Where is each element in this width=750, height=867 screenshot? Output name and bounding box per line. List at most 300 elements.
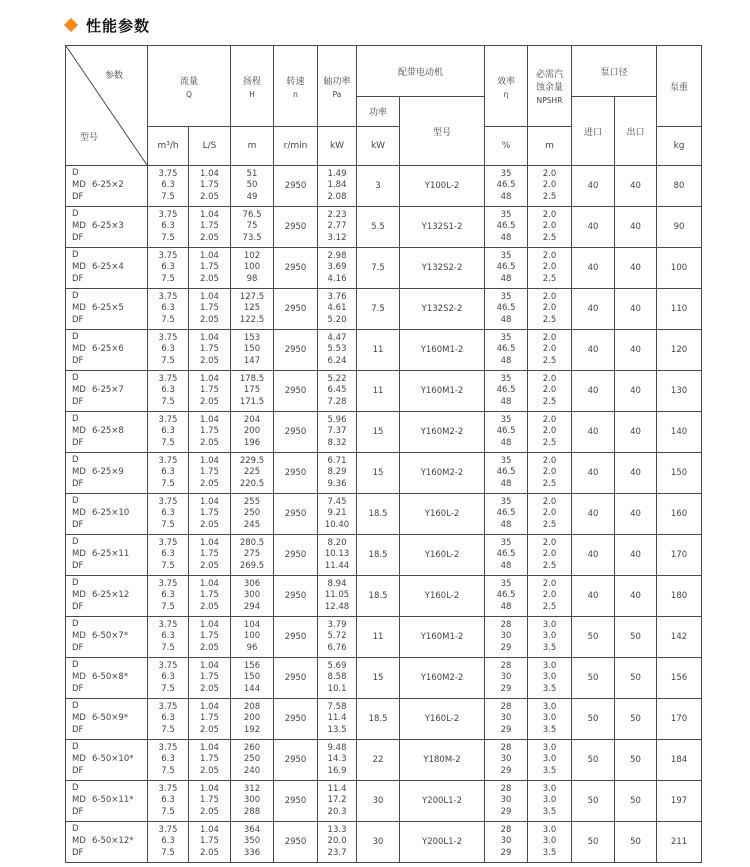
flow-m3h-stack (148, 169, 188, 204)
npsh-stack (528, 374, 571, 409)
motor-power-cell: 15 (357, 658, 400, 699)
model-prefix: DF (72, 520, 84, 530)
outlet-cell: 40 (615, 453, 657, 494)
efficiency-cell (485, 371, 528, 412)
motor-model-cell: Y160M2-2 (400, 658, 485, 699)
shaft-power-stack (318, 743, 356, 778)
unit-eff: % (485, 127, 528, 166)
flow-m3h-cell (148, 166, 189, 207)
speed-cell: 2950 (274, 248, 318, 289)
model-prefix: DF (72, 848, 84, 858)
model-number: 6-25×7 (92, 385, 124, 395)
flow-ls-value: 1.04 (200, 250, 219, 261)
flow-ls-value: 1.75 (200, 221, 219, 232)
model-cell (66, 248, 148, 289)
flow-m3h-cell (148, 412, 189, 453)
shaft-power-value: 5.96 (327, 414, 347, 425)
efficiency-value: 30 (500, 836, 512, 847)
npsh-cell (528, 535, 572, 576)
model-prefix: DF (72, 274, 84, 284)
npsh-stack (528, 702, 571, 737)
model-cell (66, 535, 148, 576)
flow-m3h-value: 6.3 (161, 795, 175, 806)
shaft-power-value: 9.48 (327, 742, 347, 753)
efficiency-value: 30 (500, 713, 512, 724)
model-cell (66, 166, 148, 207)
speed-cell: 2950 (274, 330, 318, 371)
shaft-power-value: 11.05 (324, 590, 350, 601)
model-prefix: DF (72, 192, 84, 202)
npsh-value: 2.0 (542, 344, 557, 355)
flow-m3h-value: 6.3 (161, 303, 175, 314)
shaft-power-value: 1.49 (327, 168, 347, 179)
head-value: 288 (243, 806, 261, 817)
shaft-power-value: 2.77 (327, 221, 347, 232)
efficiency-value: 48 (500, 396, 512, 407)
npsh-value: 3.0 (542, 783, 557, 794)
shaft-power-value: 23.7 (327, 847, 347, 858)
flow-m3h-value: 7.5 (161, 273, 175, 284)
model-prefix: D (72, 168, 79, 178)
model-cell (66, 699, 148, 740)
flow-ls-value: 2.05 (200, 806, 219, 817)
speed-label: 转速 (286, 76, 305, 87)
speed-cell: 2950 (274, 535, 318, 576)
motor-power-cell: 30 (357, 781, 400, 822)
shaft-power-value: 6.45 (327, 385, 347, 396)
head-value: 150 (243, 344, 261, 355)
npsh-stack (528, 538, 571, 573)
model-prefix: DF (72, 479, 84, 489)
speed-cell: 2950 (274, 699, 318, 740)
head-cell (231, 412, 274, 453)
head-cell (231, 658, 274, 699)
flow-m3h-cell (148, 740, 189, 781)
model-prefix: MD (72, 385, 86, 395)
flow-ls-value: 1.75 (200, 385, 219, 396)
flow-ls-value: 1.04 (200, 824, 219, 835)
model-prefix: D (72, 250, 79, 260)
npsh-value: 2.0 (542, 291, 557, 302)
flow-ls-stack (189, 620, 230, 655)
head-value: 204 (243, 414, 261, 425)
motor-power-cell: 18.5 (357, 699, 400, 740)
flow-ls-cell (189, 494, 231, 535)
flow-ls-value: 1.75 (200, 795, 219, 806)
flow-m3h-cell (148, 658, 189, 699)
flow-m3h-value: 7.5 (161, 847, 175, 858)
head-cell (231, 576, 274, 617)
npsh-value: 2.0 (542, 221, 557, 232)
model-prefix: D (72, 742, 79, 752)
shaft-power-cell (318, 207, 357, 248)
shaft-power-cell (318, 822, 357, 863)
outlet-cell: 40 (615, 576, 657, 617)
npsh-value: 2.5 (542, 396, 557, 407)
shaft-power-cell (318, 576, 357, 617)
flow-m3h-cell (148, 289, 189, 330)
model-prefix: D (72, 660, 79, 670)
efficiency-value: 48 (500, 355, 512, 366)
model-prefix: DF (72, 438, 84, 448)
npsh-value: 3.5 (542, 642, 557, 653)
shaft-power-value: 7.37 (327, 426, 347, 437)
table-row (66, 740, 702, 781)
flow-ls-value: 1.75 (200, 590, 219, 601)
unit-flow-m3h: m³/h (148, 127, 189, 166)
flow-m3h-cell (148, 248, 189, 289)
head-value: 306 (243, 578, 261, 589)
inlet-cell: 40 (572, 576, 615, 617)
head-value: 260 (243, 742, 261, 753)
efficiency-value: 48 (500, 437, 512, 448)
shaft-power-symbol: Pa (332, 89, 342, 99)
head-value: 229.5 (239, 455, 265, 466)
npsh-value: 3.5 (542, 724, 557, 735)
param-label: 参数 (104, 71, 123, 81)
model-number: 6-50×7* (92, 631, 129, 641)
shaft-power-value: 8.32 (327, 437, 347, 448)
npsh-value: 2.5 (542, 232, 557, 243)
table-row (66, 248, 702, 289)
shaft-power-value: 20.3 (327, 806, 347, 817)
npsh-value: 3.0 (542, 795, 557, 806)
weight-cell: 170 (657, 535, 702, 576)
weight-cell: 142 (657, 617, 702, 658)
table-row (66, 371, 702, 412)
efficiency-value: 35 (500, 455, 512, 466)
diagonal-divider (66, 46, 147, 165)
motor-power-cell: 18.5 (357, 576, 400, 617)
flow-m3h-value: 6.3 (161, 221, 175, 232)
npsh-cell (528, 822, 572, 863)
npsh-value: 2.5 (542, 355, 557, 366)
unit-npsh: m (528, 127, 572, 166)
model-number: 6-25×8 (92, 426, 124, 436)
flow-ls-stack (189, 579, 230, 614)
head-value: 269.5 (239, 560, 265, 571)
table-row (66, 453, 702, 494)
unit-motor-kw: kW (357, 127, 400, 166)
head-cell (231, 535, 274, 576)
shaft-power-cell (318, 412, 357, 453)
model-prefix: MD (72, 754, 86, 764)
efficiency-value: 46.5 (496, 180, 516, 191)
head-value: 73.5 (242, 232, 262, 243)
inlet-cell: 50 (572, 822, 615, 863)
head-value: 75 (246, 221, 258, 232)
model-number: 6-50×11* (92, 795, 134, 805)
model-prefix: DF (72, 725, 84, 735)
shaft-power-value: 6.24 (327, 355, 347, 366)
shaft-power-value: 12.48 (324, 601, 350, 612)
efficiency-cell (485, 207, 528, 248)
flow-ls-value: 1.04 (200, 455, 219, 466)
weight-cell: 180 (657, 576, 702, 617)
table-row (66, 699, 702, 740)
npsh-stack (528, 456, 571, 491)
motor-power-cell: 18.5 (357, 535, 400, 576)
flow-m3h-value: 7.5 (161, 601, 175, 612)
model-prefix: D (72, 373, 79, 383)
npsh-stack (528, 497, 571, 532)
model-prefix: DF (72, 643, 84, 653)
flow-m3h-value: 6.3 (161, 836, 175, 847)
section-title-row (66, 14, 150, 36)
shaft-power-value: 16.9 (327, 765, 347, 776)
efficiency-value: 28 (500, 824, 512, 835)
efficiency-cell (485, 699, 528, 740)
flow-ls-stack (189, 702, 230, 737)
head-value: 50 (246, 180, 258, 191)
model-prefix: D (72, 209, 79, 219)
flow-m3h-value: 7.5 (161, 437, 175, 448)
flow-ls-value: 2.05 (200, 232, 219, 243)
model-prefix: D (72, 578, 79, 588)
flow-m3h-value: 7.5 (161, 683, 175, 694)
flow-ls-cell (189, 822, 231, 863)
npsh-cell (528, 699, 572, 740)
efficiency-cell (485, 535, 528, 576)
efficiency-stack (485, 497, 527, 532)
head-value: 49 (246, 191, 258, 202)
flow-ls-cell (189, 535, 231, 576)
weight-cell: 160 (657, 494, 702, 535)
shaft-power-stack (318, 415, 356, 450)
shaft-power-stack (318, 620, 356, 655)
flow-ls-value: 1.04 (200, 537, 219, 548)
npsh-cell (528, 453, 572, 494)
npsh-header (528, 46, 572, 127)
model-number: 6-25×2 (92, 180, 124, 190)
npsh-cell (528, 658, 572, 699)
shaft-power-stack (318, 333, 356, 368)
flow-symbol: Q (186, 89, 192, 99)
npsh-cell (528, 412, 572, 453)
motor-model-cell: Y100L-2 (400, 166, 485, 207)
head-value: 171.5 (239, 396, 265, 407)
shaft-power-header (318, 46, 357, 127)
npsh-value: 2.0 (542, 590, 557, 601)
flow-m3h-cell (148, 494, 189, 535)
unit-shaft: kW (318, 127, 357, 166)
shaft-power-value: 7.45 (327, 496, 347, 507)
head-value: 196 (243, 437, 261, 448)
npsh-value: 3.0 (542, 713, 557, 724)
flow-m3h-value: 6.3 (161, 344, 175, 355)
head-cell (231, 699, 274, 740)
flow-m3h-cell (148, 371, 189, 412)
motor-model-cell: Y200L1-2 (400, 822, 485, 863)
flow-m3h-value: 6.3 (161, 754, 175, 765)
flow-m3h-stack (148, 579, 188, 614)
inlet-cell: 40 (572, 535, 615, 576)
shaft-power-value: 7.28 (327, 396, 347, 407)
motor-model-cell: Y160L-2 (400, 699, 485, 740)
model-prefix: D (72, 619, 79, 629)
flow-ls-value: 2.05 (200, 642, 219, 653)
model-prefix: MD (72, 836, 86, 846)
motor-model-cell: Y132S2-2 (400, 248, 485, 289)
head-cell (231, 617, 274, 658)
inlet-cell: 50 (572, 699, 615, 740)
shaft-power-label: 轴功率 (323, 76, 351, 87)
flow-ls-value: 2.05 (200, 683, 219, 694)
flow-ls-value: 1.04 (200, 332, 219, 343)
shaft-power-value: 5.72 (327, 631, 347, 642)
model-prefix: D (72, 701, 79, 711)
flow-ls-cell (189, 371, 231, 412)
efficiency-value: 35 (500, 373, 512, 384)
model-cell (66, 371, 148, 412)
efficiency-value: 46.5 (496, 262, 516, 273)
flow-ls-value: 1.04 (200, 373, 219, 384)
flow-ls-value: 2.05 (200, 478, 219, 489)
head-value: 294 (243, 601, 261, 612)
flow-ls-cell (189, 207, 231, 248)
weight-cell: 184 (657, 740, 702, 781)
weight-cell: 156 (657, 658, 702, 699)
model-prefix: D (72, 332, 79, 342)
motor-power-cell: 11 (357, 617, 400, 658)
flow-ls-stack (189, 333, 230, 368)
efficiency-cell (485, 576, 528, 617)
head-cell (231, 781, 274, 822)
efficiency-value: 46.5 (496, 385, 516, 396)
efficiency-value: 28 (500, 783, 512, 794)
flow-m3h-value: 6.3 (161, 426, 175, 437)
shaft-power-value: 4.16 (327, 273, 347, 284)
head-value: 147 (243, 355, 261, 366)
head-value: 98 (246, 273, 258, 284)
shaft-power-cell (318, 617, 357, 658)
speed-cell: 2950 (274, 740, 318, 781)
head-stack (231, 743, 273, 778)
npsh-value: 3.0 (542, 824, 557, 835)
speed-header (274, 46, 318, 127)
npsh-value: 3.5 (542, 806, 557, 817)
efficiency-value: 29 (500, 724, 512, 735)
efficiency-value: 46.5 (496, 467, 516, 478)
head-value: 200 (243, 426, 261, 437)
flow-ls-cell (189, 330, 231, 371)
outlet-cell: 40 (615, 330, 657, 371)
outlet-header: 出口 (615, 97, 657, 166)
head-stack (231, 292, 273, 327)
flow-m3h-value: 7.5 (161, 355, 175, 366)
flow-ls-value: 1.75 (200, 754, 219, 765)
efficiency-value: 48 (500, 560, 512, 571)
shaft-power-stack (318, 538, 356, 573)
flow-ls-value: 1.04 (200, 619, 219, 630)
shaft-power-value: 11.4 (327, 713, 347, 724)
flow-m3h-stack (148, 456, 188, 491)
outlet-cell: 50 (615, 617, 657, 658)
efficiency-stack (485, 333, 527, 368)
efficiency-cell (485, 166, 528, 207)
model-cell (66, 576, 148, 617)
efficiency-value: 35 (500, 291, 512, 302)
model-prefix: MD (72, 508, 86, 518)
efficiency-value: 30 (500, 754, 512, 765)
flow-ls-value: 1.75 (200, 672, 219, 683)
motor-power-cell: 11 (357, 330, 400, 371)
flow-ls-stack (189, 538, 230, 573)
flow-ls-stack (189, 292, 230, 327)
motor-power-cell: 3 (357, 166, 400, 207)
flow-ls-value: 2.05 (200, 601, 219, 612)
npsh-stack (528, 210, 571, 245)
head-value: 350 (243, 836, 261, 847)
flow-ls-value: 2.05 (200, 191, 219, 202)
shaft-power-cell (318, 166, 357, 207)
weight-cell: 211 (657, 822, 702, 863)
inlet-cell: 50 (572, 740, 615, 781)
inlet-header: 进口 (572, 97, 615, 166)
motor-power-cell: 15 (357, 453, 400, 494)
npsh-cell (528, 740, 572, 781)
flow-m3h-value: 3.75 (158, 373, 178, 384)
flow-m3h-stack (148, 620, 188, 655)
head-cell (231, 248, 274, 289)
npsh-symbol: NPSHR (536, 96, 563, 105)
shaft-power-value: 5.22 (327, 373, 347, 384)
shaft-power-stack (318, 825, 356, 860)
shaft-power-value: 3.76 (327, 291, 347, 302)
flow-m3h-stack (148, 251, 188, 286)
shaft-power-value: 4.47 (327, 332, 347, 343)
head-symbol: H (249, 89, 255, 99)
speed-cell: 2950 (274, 207, 318, 248)
head-value: 96 (246, 642, 258, 653)
shaft-power-value: 8.20 (327, 537, 347, 548)
npsh-cell (528, 289, 572, 330)
efficiency-cell (485, 658, 528, 699)
model-prefix: MD (72, 303, 86, 313)
flow-m3h-value: 6.3 (161, 549, 175, 560)
shaft-power-stack (318, 784, 356, 819)
flow-m3h-value: 3.75 (158, 783, 178, 794)
efficiency-stack (485, 292, 527, 327)
flow-m3h-value: 7.5 (161, 519, 175, 530)
efficiency-value: 29 (500, 847, 512, 858)
shaft-power-value: 5.69 (327, 660, 347, 671)
npsh-value: 3.0 (542, 754, 557, 765)
flow-m3h-stack (148, 784, 188, 819)
inlet-cell: 40 (572, 207, 615, 248)
shaft-power-value: 8.58 (327, 672, 347, 683)
shaft-power-stack (318, 661, 356, 696)
efficiency-stack (485, 825, 527, 860)
shaft-power-cell (318, 658, 357, 699)
npsh-cell (528, 576, 572, 617)
npsh-value: 2.5 (542, 519, 557, 530)
flow-label: 流量 (180, 76, 199, 87)
shaft-power-stack (318, 702, 356, 737)
head-value: 245 (243, 519, 261, 530)
head-value: 225 (243, 467, 261, 478)
motor-model-cell: Y180M-2 (400, 740, 485, 781)
npsh-stack (528, 292, 571, 327)
inlet-cell: 40 (572, 330, 615, 371)
efficiency-cell (485, 740, 528, 781)
efficiency-value: 35 (500, 537, 512, 548)
efficiency-cell (485, 781, 528, 822)
shaft-power-value: 5.20 (327, 314, 347, 325)
flow-ls-value: 1.04 (200, 660, 219, 671)
flow-ls-cell (189, 740, 231, 781)
shaft-power-value: 3.79 (327, 619, 347, 630)
